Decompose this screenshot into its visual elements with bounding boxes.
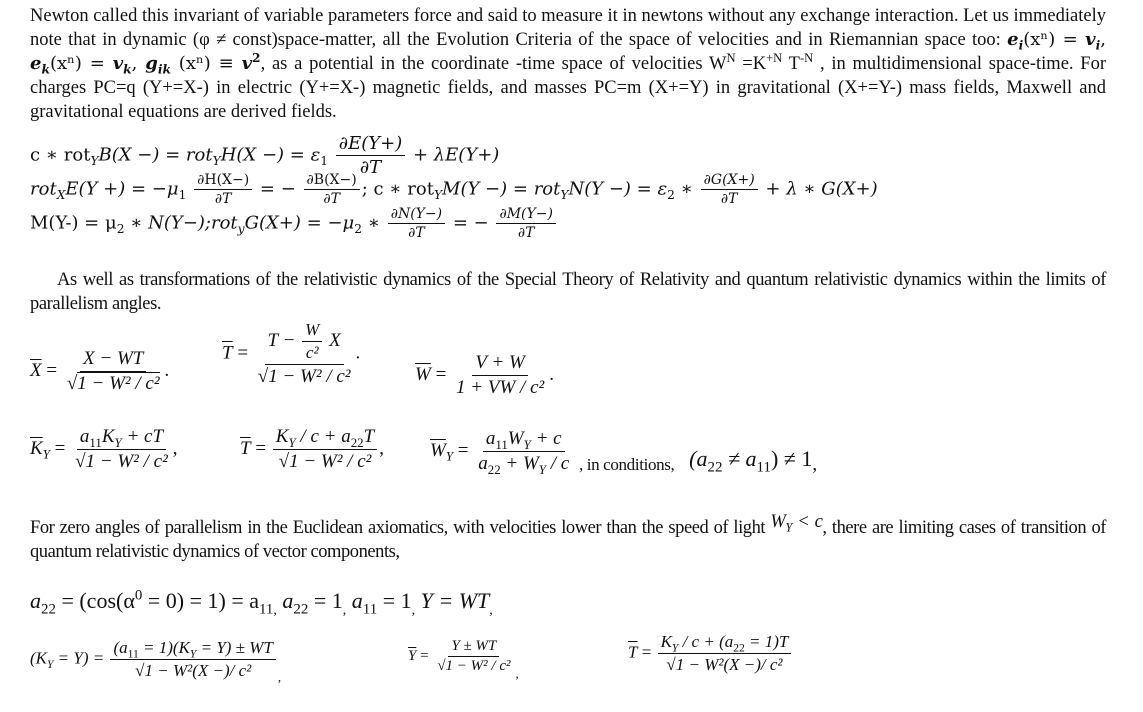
limit-k-equation: $(K_Y = Y)$ = $\frac{(a_{11} = 1)(K_Y = Y) \pm WT}{\text{√1 − W²(X −)/ c²}}$ $_,$ [30, 638, 282, 685]
limit-y-equation: $\overline{Y}$ = $\frac{Y \pm WT}{\text{√1 − W² / c²}}$ , [408, 638, 519, 681]
zero-angles-paragraph: For zero angles of parallelism in the Euclidean axiomatics, with velocities lower than the speed of light $W_Y < c$, there are limiting cases of transition of quantum relativistic dynamics of vector components, [30, 512, 1106, 562]
intro-text: Newton called this invariant of variable parameters force and said to measure it in newtons without any exchange interaction. Let us immediately note that in dynamic (φ ≠ const)space-matter, all the Evolution Criteria of the space of velocities and in Riemannian space too: [30, 6, 1106, 50]
intro-text-end: , in multidimensional space-time. For charges PC=q (Y+=X-) in electric (Y+=X-) magnetic fields, and masses PC=m (X+=Y) in gravitational (X+=Y-) mass fields, Maxwell and gravitational equations are derived fields. [30, 54, 1106, 122]
fraction: $\frac{\partial N(Y-)}{\partial T}$ [388, 206, 445, 241]
fraction: $\frac{\partial M(Y-)}{\partial T}$ [496, 206, 555, 241]
maxwell-equation-line-2: rot$_X$E(Y +) = $-\mu_1$ $\frac{\partial H(X-)}{\partial T}$ = − $\frac{\partial B(X-)}{\partial T}$ ; c ∗ rot$_Y$M(Y −) = rot$_Y$N(Y −) = $\varepsilon_2$ ∗ $\frac{\partial G(X+)}{\partial T}$ + λ ∗ G(X+) [30, 172, 878, 207]
evolution-criteria-equation: $e_i(x^n) = v_i$, $e_k(x^n) = v_k$, $g_{ik}$ $(x^n) \equiv v^2$ [30, 29, 1106, 77]
superscript: N [726, 50, 736, 65]
fraction: $\frac{\partial G(X+)}{\partial T}$ [701, 172, 758, 207]
fraction: $\frac{V + W}{\text{1 + VW / c²}}$ [456, 352, 545, 398]
fraction: $\frac{X - WT}{\text{√1 − W² / c²}}$ [66, 348, 160, 394]
maxwell-equation-line-1: c ∗ rot$_Y$B(X −) = rot$_Y$H(X −) = $\varepsilon_1$ $\frac{\partial E(Y+)}{\partial T}$ + λE(Y+) [30, 133, 500, 178]
lorentz-w-equation: $\overline{W}$ = $\frac{V + W}{\text{1 + VW / c²}}$ . [415, 352, 554, 398]
fraction: $\frac{a_{11}K_Y + cT}{\text{√1 − W² / c²}}$ [75, 426, 168, 472]
limit-conditions-line: $a_{22} = (\cos(\alpha^0 = 0) = 1) = a_{11,}$ $a_{22} = 1_,$ $a_{11} = 1_,$ $Y = WT_,$ [30, 587, 493, 618]
lorentz-x-equation: $\overline{X}$ = $\frac{X - WT}{\text{√1 − W² / c²}}$ . [30, 348, 170, 394]
intro-text-cont: , as a potential in the coordinate -time space of velocities W [260, 54, 727, 74]
fraction: T − $\frac{W}{\text{c²}}$ X √1 − W² / c² [257, 320, 351, 387]
intro-paragraph: Newton called this invariant of variable parameters force and said to measure it in newtons without any exchange interaction. Let us immediately note that in dynamic (φ ≠ const)space-matter, all the Evolution Criteria of the space of velocities and in Riemannian space too: $e_i(x^n) = v_i$, $e_k(x^n) = v_k$, $g_{ik}$ $(x^n) \equiv v^2$, as a potential in the coordinate -time space of velocities $W^N =K^{+N}$ $T^{-N}$ , in multidimensional space-time. For charges PC=q (Y+=X-) in electric (Y+=X-) magnetic fields, and masses PC=m (X+=Y) in gravitational (X+=Y-) mass fields, Maxwell and gravitational equations are derived fields. [30, 6, 1106, 122]
quantum-t-equation: $\overline{T}$ = $\frac{K_Y / c + a_{22}T}{\text{√1 − W² / c²}}$ , [240, 426, 384, 472]
limit-t-equation: $\overline{T}$ = $\frac{K_Y / c + (a_{22} = 1)T}{\text{√1 − W²(X −)/ c²}}$ [628, 632, 793, 675]
fraction: $\frac{\partial E(Y+)}{\partial T}$ [336, 133, 405, 178]
conditions-inequality: $(a_{22} \ne a_{11}) \ne 1$ [689, 445, 813, 476]
gravitational-equation-line-3: $M(Y-) = \mu_2$ ∗ N(Y−);rot$_y$G(X+) = $-\mu_2$ ∗ $\frac{\partial N(Y-)}{\partial T}$ = − $\frac{\partial M(Y-)}{\partial T}$ [30, 206, 558, 241]
fraction: $\frac{\partial H(X-)}{\partial T}$ [194, 172, 252, 207]
fraction: $\frac{K_Y / c + a_{22}T}{\text{√1 − W² / c²}}$ [273, 426, 377, 473]
quantum-w-equation: $\overline{W}_Y$ = $\frac{a_{11}W_Y + c}{a_{22} + W_Y / c}$ , in conditions, $(a_{22} \ne a_{11}) \ne 1$, [430, 428, 818, 477]
lorentz-t-equation: $\overline{T}$ = T − $\frac{W}{\text{c²}}$ X √1 − W² / c² . [222, 320, 361, 387]
velocity-condition: $W_Y < c$ [770, 512, 823, 535]
fraction: $\frac{\partial B(X-)}{\partial T}$ [304, 172, 360, 207]
transformations-paragraph: As well as transformations of the relativistic dynamics of the Special Theory of Relativity and quantum relativistic dynamics within the limits of parallelism angles. [30, 270, 1106, 314]
fraction: $\frac{(a_{11} = 1)(K_Y = Y) \pm WT}{\text{√1 − W²(X −)/ c²}}$ [110, 638, 275, 681]
quantum-k-equation: $\overline{K}_Y$ = $\frac{a_{11}K_Y + cT}{\text{√1 − W² / c²}}$ , [30, 426, 178, 472]
fraction: $\frac{a_{11}W_Y + c}{a_{22} + W_Y / c}$ [478, 428, 570, 477]
fraction: $\frac{Y \pm WT}{\text{√1 − W² / c²}}$ [437, 638, 511, 674]
fraction: $\frac{K_Y / c + (a_{22} = 1)T}{\text{√1 − W²(X −)/ c²}}$ [658, 632, 792, 675]
conditions-label: , in conditions, [578, 454, 675, 474]
